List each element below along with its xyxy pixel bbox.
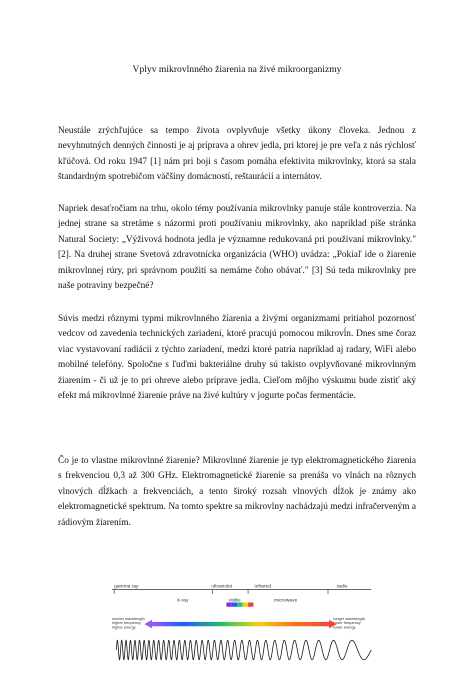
- paragraph-4: Čo je to vlastne mikrovlnné žiarenie? Mikrovlnné žiarenie je typ elektromagnetického žiarenia s frekvenciou 0,3 až 300 GHz. Elektromagnetické žiarenie sa prenáša vo vlnách na rôznych vlnových dĺžkach a frekvenciách, a tento široký rozsah vlnových dĺžok je známy ako elektromagnetické spektrum. Na tomto spektre sa mikrovlny nachádzajú medzi infračerveným a rádiovým žiarením.: [58, 456, 416, 528]
- arrow-left-head: [144, 620, 152, 629]
- label-visible: visible: [228, 597, 241, 603]
- wave-illustration: [116, 640, 371, 659]
- swatch-violet: [226, 602, 231, 606]
- document-title: Vplyv mikrovlnného žiarenia na živé mikroorganizmy: [132, 64, 342, 75]
- paragraph-2: Napriek desaťročiam na trhu, okolo témy používania mikrovlnky panuje stále kontroverzia. Na jednej strane sa stretáme s názormi proti používaniu mikrovlnky, ako napríklad píše stránka Natural Society: „Výživová hodnota jedla je významne redukovaná pri používaní mikrovlnky." [2]. Na druhej strane Svetová zdravotnícka organizácia (WHO) uvádza: „Pokiaľ ide o žiarenie mikrovlnnej rúry, pri správnom použití sa nemáme čoho obávať." [3] Sú teda mikrovlnky pre naše potraviny bezpečné?: [58, 204, 416, 292]
- note-right-1: longer wavelength: [333, 615, 365, 621]
- swatch-green: [237, 602, 242, 606]
- label-ultraviolet: ultraviolet: [211, 584, 233, 590]
- swatch-blue: [232, 602, 237, 606]
- electromagnetic-spectrum-figure: [112, 548, 382, 698]
- label-gamma-ray: gamma ray: [114, 584, 139, 590]
- note-right-3: lower energy: [333, 624, 356, 630]
- note-right-2: lower frequency: [333, 620, 361, 626]
- note-left-3: higher energy: [112, 624, 136, 630]
- swatch-yellow: [243, 602, 248, 606]
- label-infrared: infrared: [254, 584, 272, 590]
- label-x-ray: X-ray: [176, 598, 189, 604]
- paragraph-3: Súvis medzi rôznymi typmi mikrovlnného žiarenia a živými organizmami pritiahol pozornosť vedcov od zavedenia technických zariadení, ktoré pracujú pomocou mikrovĺn. Dnes sme čoraz viac vystavovaní radiácii z týchto zariadení, medzi ktoré patria napríklad aj radary, WiFi alebo mobilné telefóny. Spoločne s ľuďmi bakteriálne druhy sú takisto ovplyvňované mikrovlnným žiarením - či už je to pri ohreve alebo príprave jedla. Cieľom môjho výskumu bude zistiť aký efekt má mikrovlnné žiarenie práve na živé kultúry v jogurte počas fermentácie.: [58, 314, 416, 402]
- swatch-red: [248, 602, 253, 606]
- label-microwave: microwave: [274, 598, 298, 604]
- note-left-1: shorter wavelength: [112, 615, 145, 621]
- paragraph-1: Neustále zrýchľujúce sa tempo života ovplyvňuje všetky úkony človeka. Jednou z nevyhnutných denných činností je aj príprava a ohrev jedla, pri ktorej je pre veľa z nás rýchlosť kľúčová. Od roku 1947 [1] nám pri boji s časom pomáha efektivita mikrovlnky, ktorá sa stala štandardným spotrebičom väčšiny domácností, reštaurácií a internátov.: [58, 126, 416, 183]
- note-left-2: higher frequency: [112, 620, 141, 626]
- label-radio: radio: [336, 584, 348, 590]
- spectrum-gradient-bar: [151, 622, 330, 626]
